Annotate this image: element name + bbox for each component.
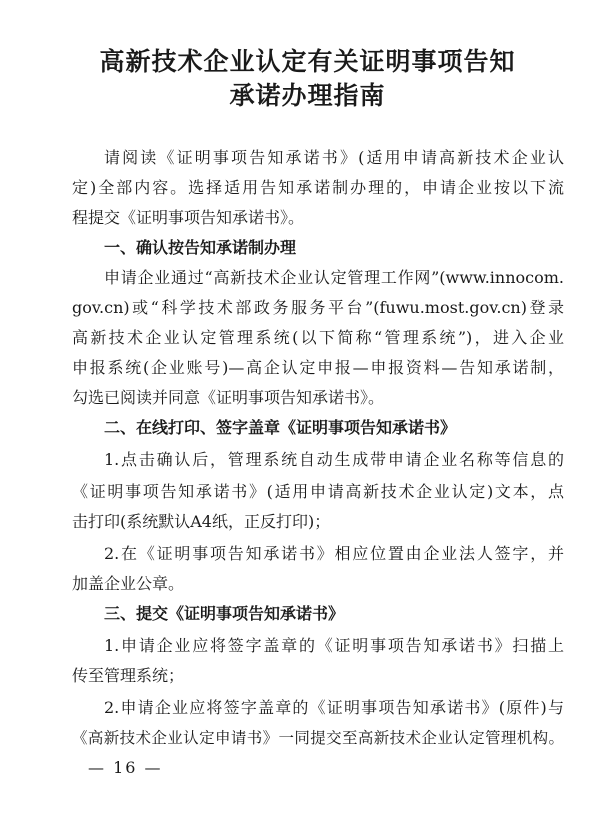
document-title-line-1: 高新技术企业认定有关证明事项告知 — [99, 47, 516, 76]
section-3-heading: 三、提交《证明事项告知承诺书》 — [104, 604, 345, 623]
section-1-heading: 一、确认按告知承诺制办理 — [104, 238, 297, 257]
section-1-line-2: gov.cn)或“科学技术部政务服务平台”(fuwu.most.gov.cn)登录 — [72, 298, 564, 317]
intro-line-1: 请阅读《证明事项告知承诺书》(适用申请高新技术企业认 — [104, 148, 564, 167]
intro-line-3: 程提交《证明事项告知承诺书》。 — [72, 208, 305, 227]
section-2-item-1-line-2: 《证明事项告知承诺书》(适用申请高新技术企业认定)文本，点 — [72, 482, 564, 501]
section-3-item-1-line-2: 传至管理系统； — [72, 666, 185, 685]
section-1-line-5: 勾选已阅读并同意《证明事项告知承诺书》。 — [72, 388, 385, 407]
section-1-line-1: 申请企业通过“高新技术企业认定管理工作网”(www.innocom. — [104, 268, 564, 287]
section-2-item-1-line-3: 击打印(系统默认A4纸，正反打印)； — [72, 512, 331, 531]
section-1-line-4: 申报系统(企业账号)—高企认定申报—申报资料—告知承诺制， — [72, 358, 564, 377]
section-2-heading: 二、在线打印、签字盖章《证明事项告知承诺书》 — [104, 418, 457, 437]
section-3-item-2-line-2: 《高新技术企业认定申请书》一同提交至高新技术企业认定管理机构。 — [72, 729, 564, 747]
section-3-item-2-line-1: 2.申请企业应将签字盖章的《证明事项告知承诺书》(原件)与 — [104, 698, 564, 717]
intro-line-2: 定)全部内容。选择适用告知承诺制办理的，申请企业按以下流 — [72, 178, 564, 197]
document-title-line-2: 承诺办理指南 — [229, 81, 386, 110]
section-2-item-2-line-1: 2.在《证明事项告知承诺书》相应位置由企业法人签字，并 — [104, 544, 564, 563]
section-1-line-3: 高新技术企业认定管理系统(以下简称“管理系统”)，进入企业 — [72, 328, 564, 347]
page-number: — 16 — — [88, 758, 163, 777]
section-3-item-1-line-1: 1.申请企业应将签字盖章的《证明事项告知承诺书》扫描上 — [104, 636, 564, 655]
section-2-item-2-line-2: 加盖企业公章。 — [72, 574, 185, 593]
section-2-item-1-line-1: 1.点击确认后，管理系统自动生成带申请企业名称等信息的 — [104, 450, 564, 469]
